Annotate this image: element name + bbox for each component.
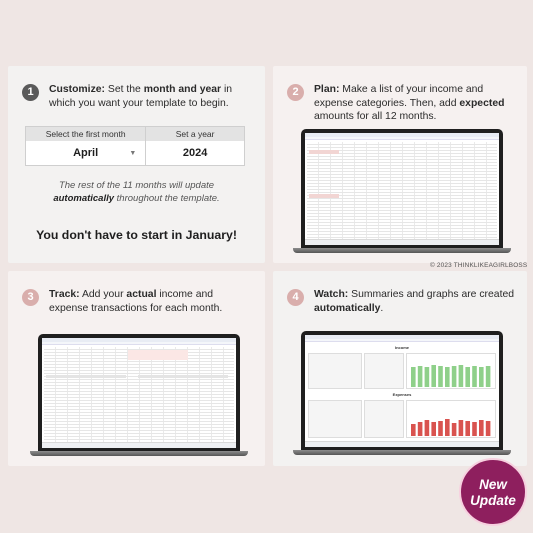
- month-header: Select the first month: [26, 127, 146, 141]
- mini-bar: [465, 367, 470, 387]
- mini-bar: [425, 420, 430, 436]
- plan-panel: [273, 66, 527, 263]
- mini-bar: [438, 366, 443, 387]
- january-slogan: You don't have to start in January!: [36, 228, 237, 242]
- income-bar-chart: [409, 359, 493, 387]
- mini-bar: [431, 422, 436, 436]
- mini-bar: [486, 421, 491, 436]
- watch-panel: [273, 271, 527, 466]
- mini-bar: [452, 423, 457, 436]
- year-header: Set a year: [175, 129, 215, 139]
- track-panel: [8, 271, 265, 466]
- laptop-watch-screenshot: [293, 331, 511, 456]
- mini-bar: [425, 367, 430, 387]
- step-number-2: 2: [287, 84, 304, 101]
- start-date-selector: [25, 126, 245, 166]
- year-input[interactable]: 2024: [182, 147, 208, 159]
- mini-bar: [411, 367, 416, 387]
- month-select[interactable]: April ▼: [26, 141, 146, 166]
- mini-bar: [438, 421, 443, 436]
- track-instructions: Track: Add your actual income and expense transactions for each month.: [49, 289, 223, 314]
- mini-bar: [452, 366, 457, 387]
- mini-bar: [411, 424, 416, 436]
- expenses-summary-header: Expenses: [392, 392, 412, 397]
- mini-bar: [459, 420, 464, 436]
- mini-bar: [459, 365, 464, 387]
- mini-bar: [431, 365, 436, 387]
- laptop-track-screenshot: [30, 334, 248, 457]
- customize-instructions: Customize: Set the month and year in which you want your template to begin.: [49, 84, 233, 109]
- mini-bar: [445, 419, 450, 436]
- step-number-4: 4: [287, 289, 304, 306]
- mini-bar: [465, 421, 470, 436]
- copyright-notice: © 2023 THINKLIKEAGIRLBOSS: [430, 262, 528, 269]
- customize-panel: [8, 66, 265, 263]
- chevron-down-icon: ▼: [129, 150, 137, 157]
- mini-bar: [418, 422, 423, 436]
- expense-bar-chart: [409, 407, 493, 436]
- watch-instructions: Watch: Summaries and graphs are created automatically.: [314, 289, 515, 314]
- plan-instructions: Plan: Make a list of your income and expense categories. Then, add expected amounts for all 12 months.: [314, 84, 505, 122]
- mini-bar: [479, 420, 484, 436]
- auto-update-note: The rest of the 11 months will update automatically throughout the template.: [53, 180, 220, 204]
- laptop-plan-screenshot: [293, 129, 511, 254]
- mini-bar: [479, 367, 484, 387]
- mini-bar: [472, 366, 477, 387]
- step-number-3: 3: [22, 289, 39, 306]
- income-summary-header: Income: [394, 345, 409, 350]
- mini-bar: [472, 422, 477, 436]
- mini-bar: [486, 366, 491, 387]
- mini-bar: [445, 367, 450, 387]
- step-number-1: 1: [22, 84, 39, 101]
- mini-bar: [418, 366, 423, 387]
- new-update-badge: New Update: [459, 458, 527, 526]
